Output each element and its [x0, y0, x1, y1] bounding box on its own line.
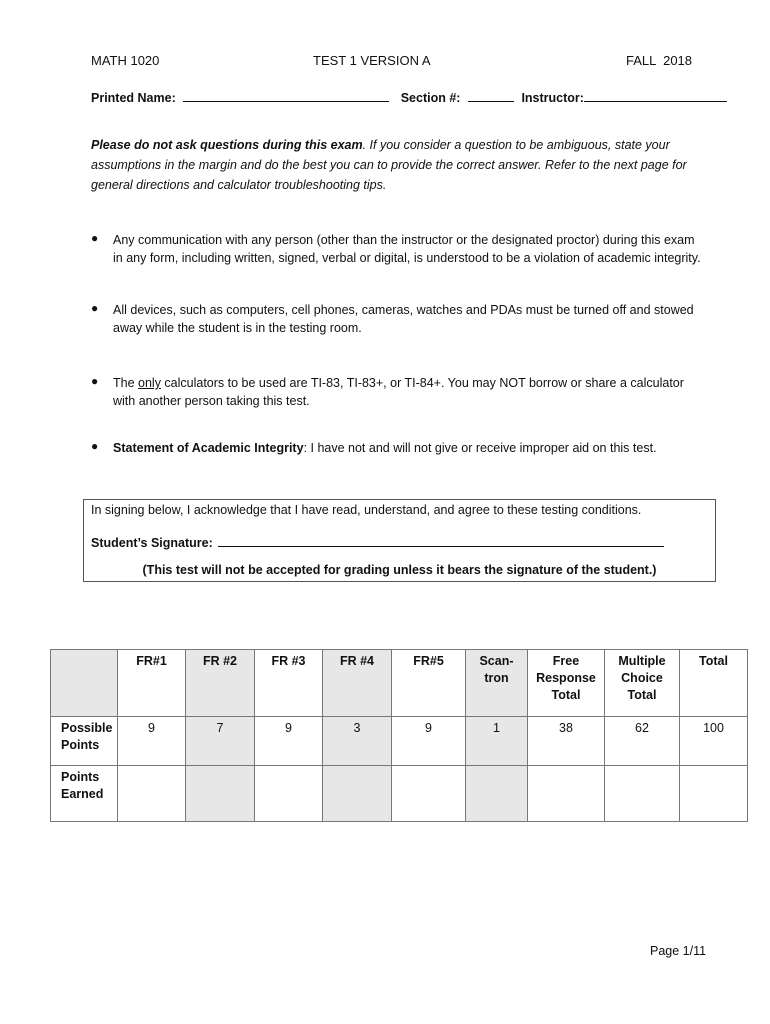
student-info-row	[91, 89, 727, 105]
earned-cell[interactable]	[392, 766, 466, 822]
term-label: FALL 2018	[626, 53, 693, 68]
signature-label: Student’s Signature:	[91, 536, 213, 550]
col-header: Free Response Total	[528, 650, 605, 717]
exam-instructions	[91, 135, 711, 195]
printed-name-label: Printed Name:	[91, 91, 176, 105]
bullet-devices: ● All devices, such as computers, cell phones, cameras, watches and PDAs must be turned off and stowed away while the student is in the testing room.	[91, 301, 701, 337]
bullet-calculators-text: The only calculators to be used are TI-83, TI-83+, or TI-84+. You may NOT borrow or share a calculator with another person taking this test.	[113, 376, 684, 408]
possible-cell: 1	[466, 717, 528, 766]
col-header: Total	[680, 650, 748, 717]
possible-cell: 9	[392, 717, 466, 766]
instructions-text: . If you consider a question to be ambiguous, state your assumptions in the margin and do the best you can to provide the correct answer. Refer to the next page for general directions and calculator troubleshooting tips.	[91, 138, 687, 192]
page-number: Page 1/11	[650, 944, 707, 958]
earned-cell[interactable]	[466, 766, 528, 822]
possible-cell: 9	[118, 717, 186, 766]
signature-notice: (This test will not be accepted for grading unless it bears the signature of the student.)	[142, 563, 657, 577]
bullet-devices-text: All devices, such as computers, cell phones, cameras, watches and PDAs must be turned off and stowed away while the student is in the testing room.	[113, 303, 694, 335]
printed-name-field[interactable]	[183, 89, 389, 102]
col-header: FR#5	[392, 650, 466, 717]
earned-cell[interactable]	[605, 766, 680, 822]
bullet-communication: ● Any communication with any person (other than the instructor or the designated proctor) during this exam in any form, including written, signed, verbal or digital, is understood to be a violation of academic integrity.	[91, 231, 701, 265]
signature-field[interactable]	[218, 534, 664, 547]
col-header: FR #4	[323, 650, 392, 717]
score-header-row	[51, 650, 748, 717]
only-underlined: only	[138, 376, 161, 390]
earned-cell[interactable]	[255, 766, 323, 822]
points-earned-label: Points Earned	[51, 766, 118, 822]
course-label: MATH 1020	[91, 53, 160, 68]
instructor-label: Instructor:	[521, 91, 584, 105]
possible-cell: 100	[680, 717, 748, 766]
possible-points-row	[51, 717, 748, 766]
bullet-calculators: ● The only calculators to be used are TI-83, TI-83+, or TI-84+. You may NOT borrow or share a calculator with another person taking this test.	[91, 374, 701, 410]
points-earned-row	[51, 766, 748, 822]
section-label: Section #:	[400, 91, 461, 105]
col-header: Scan- tron	[466, 650, 528, 717]
col-header: FR#1	[118, 650, 186, 717]
test-version-label: TEST 1 VERSION A	[313, 53, 431, 68]
earned-cell[interactable]	[680, 766, 748, 822]
possible-cell: 7	[186, 717, 255, 766]
bullet-integrity: ● Statement of Academic Integrity: I have not and will not give or receive improper aid on this test.	[91, 439, 701, 457]
col-header: FR #3	[255, 650, 323, 717]
section-field[interactable]	[468, 89, 514, 102]
earned-cell[interactable]	[528, 766, 605, 822]
earned-cell[interactable]	[186, 766, 255, 822]
signature-row	[91, 534, 664, 550]
score-table	[50, 649, 748, 822]
instructor-field[interactable]	[584, 89, 727, 102]
instructions-bold-lead: Please do not ask questions during this exam	[91, 138, 363, 152]
bullet-integrity-text: Statement of Academic Integrity: I have not and will not give or receive improper aid on this test.	[113, 441, 657, 455]
possible-cell: 3	[323, 717, 392, 766]
corner-cell	[51, 650, 118, 717]
signature-box	[83, 499, 716, 582]
col-header: Multiple Choice Total	[605, 650, 680, 717]
possible-points-label: Possible Points	[51, 717, 118, 766]
col-header: FR #2	[186, 650, 255, 717]
possible-cell: 38	[528, 717, 605, 766]
bullet-communication-text: Any communication with any person (other than the instructor or the designated proctor) during this exam in any form, including written, signed, verbal or digital, is understood to be a violation of academic integrity.	[113, 233, 701, 265]
earned-cell[interactable]	[118, 766, 186, 822]
earned-cell[interactable]	[323, 766, 392, 822]
possible-cell: 9	[255, 717, 323, 766]
possible-cell: 62	[605, 717, 680, 766]
acknowledge-text: In signing below, I acknowledge that I have read, understand, and agree to these testing conditions.	[91, 503, 642, 517]
